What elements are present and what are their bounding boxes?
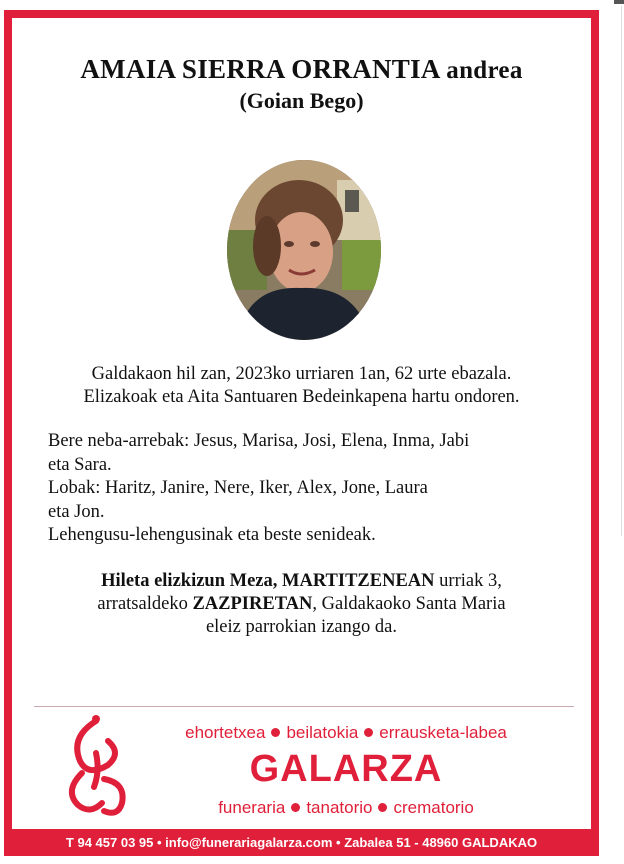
mass-time-prefix: arratsaldeko xyxy=(97,594,193,614)
death-announcement xyxy=(12,363,591,409)
service-item: tanatorio xyxy=(306,798,373,817)
deceased-photo xyxy=(227,160,381,340)
services-spanish xyxy=(136,798,556,818)
family-list xyxy=(48,430,568,548)
deceased-name xyxy=(12,54,591,85)
mass-date: urriak 3, xyxy=(434,571,502,591)
scan-edge-mark xyxy=(614,0,624,4)
funeral-line-3: eleiz parrokian izango da. xyxy=(205,617,398,637)
service-item: beilatokia xyxy=(286,723,359,742)
bullet-icon xyxy=(364,728,373,737)
siblings-line: Bere neba-arrebak: Jesus, Marisa, Josi, Elena, Inma, Jabi xyxy=(48,431,470,451)
service-item: funeraria xyxy=(218,798,286,817)
obituary-notice xyxy=(12,18,591,830)
contact-footer: T 94 457 03 95 • info@funerariagalarza.com • Zabalea 51 - 48960 GALDAKAO xyxy=(4,829,599,856)
bullet-icon xyxy=(378,803,387,812)
mass-time: ZAZPIRETAN xyxy=(192,594,313,614)
mass-place: , Galdakaoko Santa Maria xyxy=(312,594,506,614)
galarza-logo-icon xyxy=(56,713,134,821)
bullet-icon xyxy=(291,803,300,812)
service-item: ehortetxea xyxy=(185,723,266,742)
death-date-line: Galdakaon hil zan, 2023ko urriaren 1an, 62 urte ebazala. xyxy=(91,364,512,384)
mass-label: Hileta elizkizun Meza, xyxy=(101,571,278,591)
sacraments-line: Elizakoak eta Aita Santuaren Bedeinkapena hartu ondoren. xyxy=(83,387,520,407)
bullet-icon xyxy=(271,728,280,737)
funeral-details xyxy=(12,570,591,639)
mass-day: MARTITZENEAN xyxy=(282,571,435,591)
deceased-full-name: AMAIA SIERRA ORRANTIA xyxy=(80,54,440,84)
deceased-epitaph: (Goian Bego) xyxy=(239,88,364,113)
scan-edge-line xyxy=(621,6,622,536)
funeral-line-2 xyxy=(12,593,591,616)
cousins-line: Lehengusu-lehengusinak eta beste senideak. xyxy=(48,525,376,545)
funeral-line-1 xyxy=(12,570,591,593)
service-item: crematorio xyxy=(393,798,474,817)
divider xyxy=(34,706,574,707)
brand-name: GALARZA xyxy=(249,748,443,790)
services-basque xyxy=(136,723,556,743)
deceased-title: andrea xyxy=(446,57,523,84)
nephews-line-cont: eta Jon. xyxy=(48,501,105,522)
siblings-line-cont: eta Sara. xyxy=(48,454,112,475)
service-item: errausketa-labea xyxy=(379,723,507,742)
nephews-line: Lobak: Haritz, Janire, Nere, Iker, Alex, Jone, Laura xyxy=(48,478,428,498)
